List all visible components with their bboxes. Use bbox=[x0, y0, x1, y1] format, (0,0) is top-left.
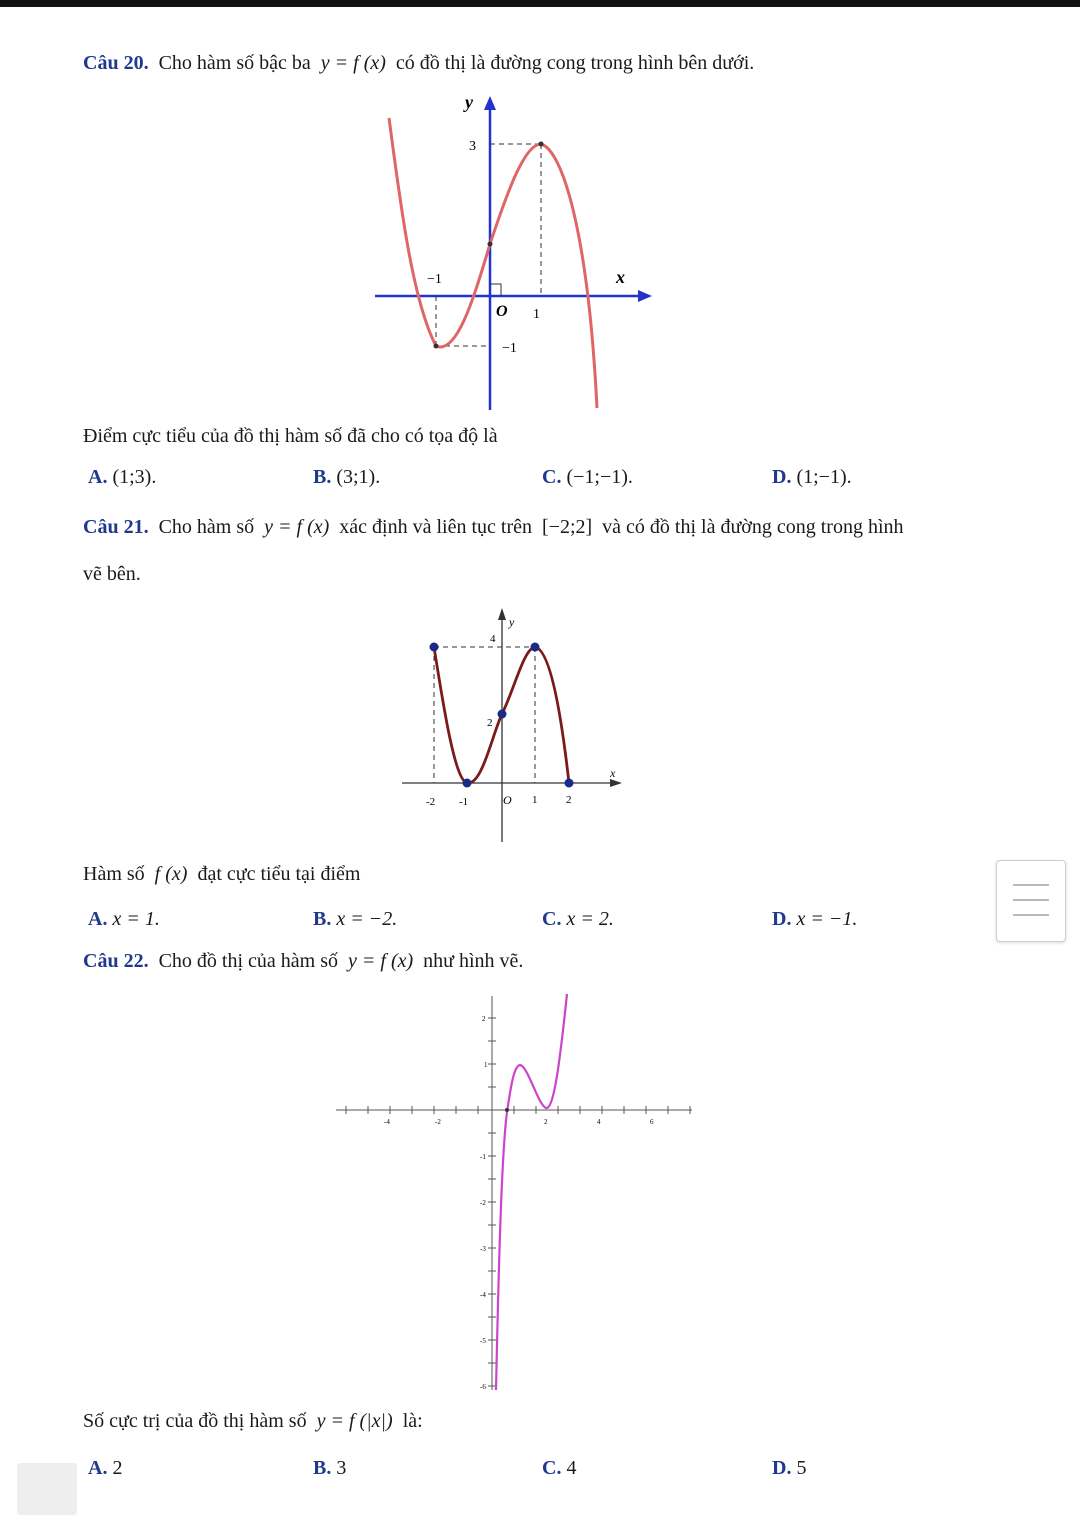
q20-x-label: x bbox=[616, 267, 625, 287]
q21-header-line2: vẽ bên. bbox=[83, 563, 141, 585]
q22-tick-x2: 2 bbox=[544, 1118, 548, 1126]
q22-header: Câu 22. Cho đồ thị của hàm số y = f (x) như hình vẽ. bbox=[83, 950, 524, 972]
q20-tick-3: 3 bbox=[469, 139, 476, 154]
q20-header: Câu 20. Cho hàm số bậc ba y = f (x) có đồ thị là đường cong trong hình bên dưới. bbox=[83, 52, 755, 74]
q22-option-c[interactable]: C. 4 bbox=[542, 1457, 577, 1479]
q21-origin: O bbox=[503, 793, 512, 807]
q22-graph bbox=[330, 985, 700, 1395]
q21-header: Câu 21. Cho hàm số y = f (x) xác định và liên tục trên [−2;2] và có đồ thị là đường cong trong hình bbox=[83, 516, 904, 538]
q22-question: Số cực trị của đồ thị hàm số y = f (|x|) là: bbox=[83, 1410, 423, 1432]
q20-question: Điểm cực tiểu của đồ thị hàm số đã cho có tọa độ là bbox=[83, 425, 498, 447]
q22-tick-yneg2: -2 bbox=[480, 1199, 486, 1207]
menu-icon-bar bbox=[1013, 899, 1049, 901]
q21-option-c[interactable]: C. x = 2. bbox=[542, 908, 614, 930]
q21-graph bbox=[395, 605, 635, 845]
q22-tick-yneg3: -3 bbox=[480, 1245, 486, 1253]
q22-tick-y1: 1 bbox=[484, 1061, 488, 1069]
q22-tick-y2: 2 bbox=[482, 1015, 486, 1023]
q22-option-a[interactable]: A. 2 bbox=[88, 1457, 123, 1479]
q22-tick-yneg1: -1 bbox=[480, 1153, 486, 1161]
q20-y-label: y bbox=[465, 92, 473, 112]
q20-origin: O bbox=[496, 303, 508, 320]
q21-tick-xneg1: -1 bbox=[459, 796, 469, 808]
q21-tick-x2: 2 bbox=[566, 794, 572, 806]
q20-option-c[interactable]: C. (−1;−1). bbox=[542, 466, 633, 488]
q21-question: Hàm số f (x) đạt cực tiểu tại điểm bbox=[83, 863, 361, 885]
q21-tick-2: 2 bbox=[487, 717, 493, 729]
q20-tick-xneg1: −1 bbox=[427, 272, 442, 287]
q22-tick-xneg2: -2 bbox=[435, 1118, 441, 1126]
q20-tick-yneg1: −1 bbox=[502, 341, 517, 356]
q21-option-d[interactable]: D. x = −1. bbox=[772, 908, 858, 930]
floating-button[interactable] bbox=[17, 1463, 77, 1515]
q22-tick-x4: 4 bbox=[597, 1118, 601, 1126]
q20-graph bbox=[370, 90, 660, 412]
q22-tick-yneg5: -5 bbox=[480, 1337, 486, 1345]
q21-tick-x1: 1 bbox=[532, 794, 538, 806]
q22-tick-xneg4: -4 bbox=[384, 1118, 390, 1126]
menu-button[interactable] bbox=[996, 860, 1066, 942]
q22-option-b[interactable]: B. 3 bbox=[313, 1457, 347, 1479]
q21-tick-4: 4 bbox=[490, 633, 496, 645]
q22-tick-yneg4: -4 bbox=[480, 1291, 486, 1299]
q20-tick-x1: 1 bbox=[533, 307, 540, 322]
menu-icon-bar bbox=[1013, 914, 1049, 916]
q20-option-b[interactable]: B. (3;1). bbox=[313, 466, 381, 488]
q20-option-d[interactable]: D. (1;−1). bbox=[772, 466, 852, 488]
q22-tick-yneg6: -6 bbox=[480, 1383, 486, 1391]
q21-tick-xneg2: -2 bbox=[426, 796, 436, 808]
q21-option-a[interactable]: A. x = 1. bbox=[88, 908, 160, 930]
menu-icon-bar bbox=[1013, 884, 1049, 886]
q22-tick-x6: 6 bbox=[650, 1118, 654, 1126]
q20-option-a[interactable]: A. (1;3). bbox=[88, 466, 157, 488]
q22-option-d[interactable]: D. 5 bbox=[772, 1457, 807, 1479]
top-bar bbox=[0, 0, 1080, 7]
q21-x-label: x bbox=[610, 766, 616, 780]
q21-y-label: y bbox=[509, 615, 515, 629]
q21-option-b[interactable]: B. x = −2. bbox=[313, 908, 398, 930]
